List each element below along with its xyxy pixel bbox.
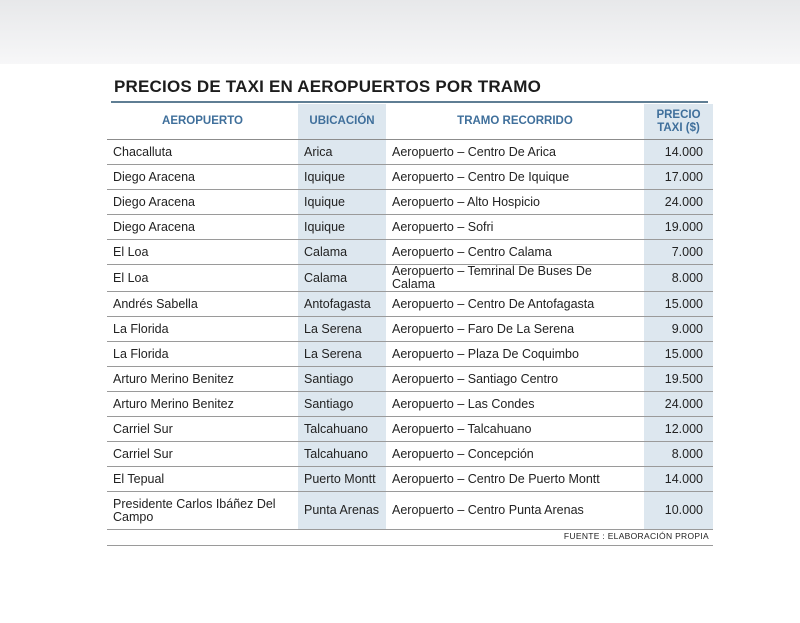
cell-tramo: Aeropuerto – Temrinal De Buses De Calama: [386, 265, 644, 292]
cell-tramo: Aeropuerto – Centro Calama: [386, 240, 644, 265]
cell-ubicacion: Puerto Montt: [298, 467, 386, 492]
cell-ubicacion: Iquique: [298, 215, 386, 240]
cell-aeropuerto: Carriel Sur: [107, 417, 298, 442]
cell-tramo: Aeropuerto – Sofri: [386, 215, 644, 240]
cell-precio: 10.000: [644, 492, 713, 530]
cell-precio: 24.000: [644, 190, 713, 215]
cell-precio: 19.500: [644, 367, 713, 392]
cell-aeropuerto: Presidente Carlos Ibáñez Del Campo: [107, 492, 298, 530]
cell-precio: 8.000: [644, 442, 713, 467]
table-row: [107, 367, 713, 392]
source-note: FUENTE : ELABORACIÓN PROPIA: [563, 531, 709, 541]
cell-aeropuerto: Carriel Sur: [107, 442, 298, 467]
table-row: [107, 442, 713, 467]
cell-precio: 8.000: [644, 265, 713, 292]
cell-aeropuerto: Chacalluta: [107, 140, 298, 165]
page-title: PRECIOS DE TAXI EN AEROPUERTOS POR TRAMO: [114, 77, 542, 96]
column-header-precio-line2: TAXI ($): [657, 121, 700, 134]
table-body: [107, 140, 713, 530]
title-divider: [111, 101, 708, 103]
cell-tramo: Aeropuerto – Concepción: [386, 442, 644, 467]
cell-aeropuerto: La Florida: [107, 317, 298, 342]
cell-tramo: Aeropuerto – Santiago Centro: [386, 367, 644, 392]
cell-aeropuerto: Arturo Merino Benitez: [107, 367, 298, 392]
cell-aeropuerto: Diego Aracena: [107, 165, 298, 190]
table-row: [107, 240, 713, 265]
cell-ubicacion: Santiago: [298, 392, 386, 417]
cell-precio: 7.000: [644, 240, 713, 265]
cell-aeropuerto: El Tepual: [107, 467, 298, 492]
cell-tramo: Aeropuerto – Centro De Arica: [386, 140, 644, 165]
table-row: [107, 140, 713, 165]
table-row: [107, 317, 713, 342]
cell-precio: 17.000: [644, 165, 713, 190]
cell-aeropuerto: El Loa: [107, 265, 298, 292]
cell-ubicacion: Calama: [298, 265, 386, 292]
cell-precio: 24.000: [644, 392, 713, 417]
cell-ubicacion: Arica: [298, 140, 386, 165]
cell-ubicacion: La Serena: [298, 342, 386, 367]
column-header-precio: [644, 104, 713, 140]
table-header-row: [107, 104, 713, 140]
column-header-ubicacion: UBICACIÓN: [298, 104, 386, 140]
column-header-aeropuerto: AEROPUERTO: [107, 104, 298, 140]
cell-tramo: Aeropuerto – Talcahuano: [386, 417, 644, 442]
cell-ubicacion: Iquique: [298, 190, 386, 215]
cell-aeropuerto: Arturo Merino Benitez: [107, 392, 298, 417]
cell-aeropuerto: La Florida: [107, 342, 298, 367]
table-row: [107, 417, 713, 442]
cell-ubicacion: Antofagasta: [298, 292, 386, 317]
cell-tramo: Aeropuerto – Centro Punta Arenas: [386, 492, 644, 530]
cell-aeropuerto: Diego Aracena: [107, 190, 298, 215]
cell-ubicacion: Talcahuano: [298, 442, 386, 467]
taxi-price-table: [107, 104, 713, 530]
table-bottom-divider: [107, 545, 713, 546]
cell-tramo: Aeropuerto – Alto Hospicio: [386, 190, 644, 215]
cell-ubicacion: La Serena: [298, 317, 386, 342]
cell-precio: 14.000: [644, 467, 713, 492]
cell-tramo: Aeropuerto – Centro De Antofagasta: [386, 292, 644, 317]
column-header-precio-line1: PRECIO: [656, 108, 701, 121]
cell-tramo: Aeropuerto – Faro De La Serena: [386, 317, 644, 342]
cell-tramo: Aeropuerto – Plaza De Coquimbo: [386, 342, 644, 367]
table-row: [107, 467, 713, 492]
cell-aeropuerto: Andrés Sabella: [107, 292, 298, 317]
cell-tramo: Aeropuerto – Las Condes: [386, 392, 644, 417]
cell-precio: 19.000: [644, 215, 713, 240]
cell-precio: 12.000: [644, 417, 713, 442]
cell-precio: 15.000: [644, 292, 713, 317]
table-row: [107, 492, 713, 530]
table-row: [107, 342, 713, 367]
cell-ubicacion: Calama: [298, 240, 386, 265]
cell-precio: 9.000: [644, 317, 713, 342]
cell-tramo: Aeropuerto – Centro De Iquique: [386, 165, 644, 190]
cell-ubicacion: Iquique: [298, 165, 386, 190]
cell-aeropuerto: El Loa: [107, 240, 298, 265]
table-row: [107, 392, 713, 417]
table-row: [107, 165, 713, 190]
cell-precio: 15.000: [644, 342, 713, 367]
cell-ubicacion: Talcahuano: [298, 417, 386, 442]
table-row: [107, 190, 713, 215]
cell-ubicacion: Santiago: [298, 367, 386, 392]
header-band: [0, 0, 800, 64]
table-row: [107, 292, 713, 317]
table-row: [107, 215, 713, 240]
cell-precio: 14.000: [644, 140, 713, 165]
cell-aeropuerto: Diego Aracena: [107, 215, 298, 240]
cell-tramo: Aeropuerto – Centro De Puerto Montt: [386, 467, 644, 492]
table-row: [107, 265, 713, 292]
cell-ubicacion: Punta Arenas: [298, 492, 386, 530]
column-header-tramo: TRAMO RECORRIDO: [386, 104, 644, 140]
